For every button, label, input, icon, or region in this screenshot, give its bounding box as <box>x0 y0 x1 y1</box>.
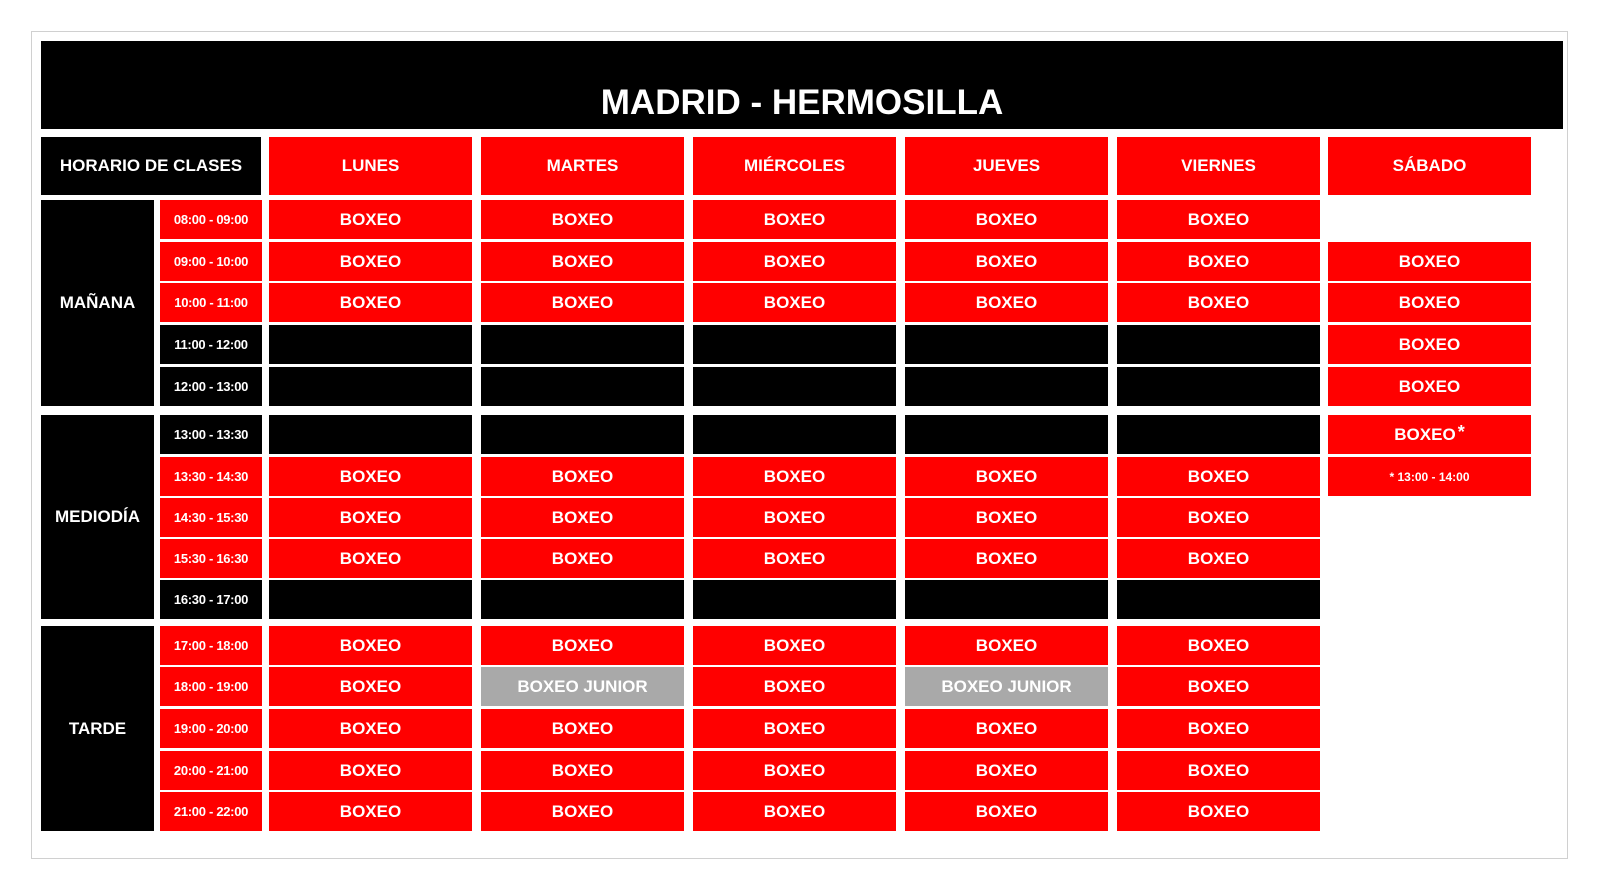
empty-slot <box>693 325 896 364</box>
class-slot: BOXEO <box>905 539 1108 578</box>
time-slot: 16:30 - 17:00 <box>160 580 262 619</box>
day-header-4: VIERNES <box>1117 137 1320 195</box>
empty-slot <box>693 415 896 454</box>
class-slot: BOXEO <box>1328 283 1531 322</box>
class-slot: BOXEO <box>481 498 684 537</box>
class-slot: BOXEO <box>1117 709 1320 748</box>
empty-slot <box>269 415 472 454</box>
class-slot: BOXEO <box>905 626 1108 665</box>
class-slot: BOXEO <box>1117 792 1320 831</box>
day-header-0: LUNES <box>269 137 472 195</box>
asterisk-mark: * <box>1457 422 1465 442</box>
empty-slot <box>1117 415 1320 454</box>
class-slot: BOXEO <box>481 626 684 665</box>
time-slot: 08:00 - 09:00 <box>160 200 262 239</box>
page-title: MADRID - HERMOSILLA <box>41 41 1563 129</box>
class-slot: BOXEO <box>693 498 896 537</box>
period-label: TARDE <box>41 626 154 831</box>
class-slot: BOXEO <box>1117 242 1320 281</box>
class-slot: BOXEO <box>269 709 472 748</box>
class-slot: BOXEO <box>481 457 684 496</box>
class-slot: BOXEO <box>905 283 1108 322</box>
empty-slot <box>1117 580 1320 619</box>
class-slot: BOXEO <box>693 200 896 239</box>
class-slot: BOXEO <box>269 283 472 322</box>
empty-slot <box>693 580 896 619</box>
class-slot: BOXEO <box>1117 667 1320 706</box>
class-slot: BOXEO <box>693 457 896 496</box>
time-slot: 12:00 - 13:00 <box>160 367 262 406</box>
time-slot: 11:00 - 12:00 <box>160 325 262 364</box>
day-header-3: JUEVES <box>905 137 1108 195</box>
class-slot: BOXEO <box>905 792 1108 831</box>
class-slot: BOXEO <box>693 792 896 831</box>
class-slot: BOXEO <box>269 792 472 831</box>
time-slot: 17:00 - 18:00 <box>160 626 262 665</box>
class-slot: BOXEO <box>269 626 472 665</box>
time-slot: 14:30 - 15:30 <box>160 498 262 537</box>
time-slot: 21:00 - 22:00 <box>160 792 262 831</box>
class-slot: BOXEO <box>269 498 472 537</box>
time-slot: 13:00 - 13:30 <box>160 415 262 454</box>
class-slot: BOXEO <box>1328 367 1531 406</box>
class-slot: BOXEO <box>905 242 1108 281</box>
empty-slot <box>481 325 684 364</box>
class-slot: BOXEO <box>1117 498 1320 537</box>
class-slot: BOXEO <box>481 200 684 239</box>
time-slot: 19:00 - 20:00 <box>160 709 262 748</box>
class-slot: BOXEO <box>481 709 684 748</box>
class-slot: BOXEO <box>1117 626 1320 665</box>
class-slot: BOXEO <box>269 751 472 790</box>
schedule-label: HORARIO DE CLASES <box>41 137 261 195</box>
empty-slot <box>905 580 1108 619</box>
class-slot: BOXEO <box>481 283 684 322</box>
class-slot: BOXEO <box>1117 283 1320 322</box>
class-slot: BOXEO <box>905 200 1108 239</box>
empty-slot <box>1117 367 1320 406</box>
class-slot: BOXEO <box>1117 457 1320 496</box>
empty-slot <box>481 367 684 406</box>
class-slot: BOXEO * <box>1328 415 1531 454</box>
empty-slot <box>481 415 684 454</box>
class-slot-junior: BOXEO JUNIOR <box>481 667 684 706</box>
class-slot: BOXEO <box>905 498 1108 537</box>
class-slot: BOXEO <box>269 200 472 239</box>
day-header-5: SÁBADO <box>1328 137 1531 195</box>
time-slot: 10:00 - 11:00 <box>160 283 262 322</box>
day-header-2: MIÉRCOLES <box>693 137 896 195</box>
class-slot: BOXEO <box>905 751 1108 790</box>
class-slot: BOXEO <box>693 539 896 578</box>
time-slot: 09:00 - 10:00 <box>160 242 262 281</box>
class-slot: BOXEO <box>481 242 684 281</box>
period-label: MEDIODÍA <box>41 415 154 619</box>
empty-slot <box>269 580 472 619</box>
period-label: MAÑANA <box>41 200 154 406</box>
class-slot: BOXEO <box>481 751 684 790</box>
empty-slot <box>1117 325 1320 364</box>
class-slot: BOXEO <box>693 667 896 706</box>
class-slot-junior: BOXEO JUNIOR <box>905 667 1108 706</box>
class-slot: BOXEO <box>693 751 896 790</box>
class-slot: BOXEO <box>481 792 684 831</box>
class-slot: BOXEO <box>693 242 896 281</box>
empty-slot <box>905 367 1108 406</box>
class-slot: BOXEO <box>269 457 472 496</box>
footnote: * 13:00 - 14:00 <box>1328 457 1531 496</box>
time-slot: 18:00 - 19:00 <box>160 667 262 706</box>
class-slot: BOXEO <box>905 709 1108 748</box>
class-slot: BOXEO <box>1117 200 1320 239</box>
day-header-1: MARTES <box>481 137 684 195</box>
class-slot: BOXEO <box>693 283 896 322</box>
empty-slot <box>905 415 1108 454</box>
class-slot: BOXEO <box>481 539 684 578</box>
class-slot: BOXEO <box>1328 325 1531 364</box>
time-slot: 15:30 - 16:30 <box>160 539 262 578</box>
empty-slot <box>481 580 684 619</box>
class-slot: BOXEO <box>1328 242 1531 281</box>
class-slot: BOXEO <box>693 626 896 665</box>
class-slot: BOXEO <box>269 242 472 281</box>
empty-slot <box>269 325 472 364</box>
empty-slot <box>905 325 1108 364</box>
empty-slot <box>693 367 896 406</box>
class-slot: BOXEO <box>693 709 896 748</box>
empty-slot <box>269 367 472 406</box>
class-slot: BOXEO <box>1117 751 1320 790</box>
class-slot: BOXEO <box>1117 539 1320 578</box>
time-slot: 20:00 - 21:00 <box>160 751 262 790</box>
class-slot: BOXEO <box>269 667 472 706</box>
time-slot: 13:30 - 14:30 <box>160 457 262 496</box>
class-slot: BOXEO <box>905 457 1108 496</box>
class-slot: BOXEO <box>269 539 472 578</box>
